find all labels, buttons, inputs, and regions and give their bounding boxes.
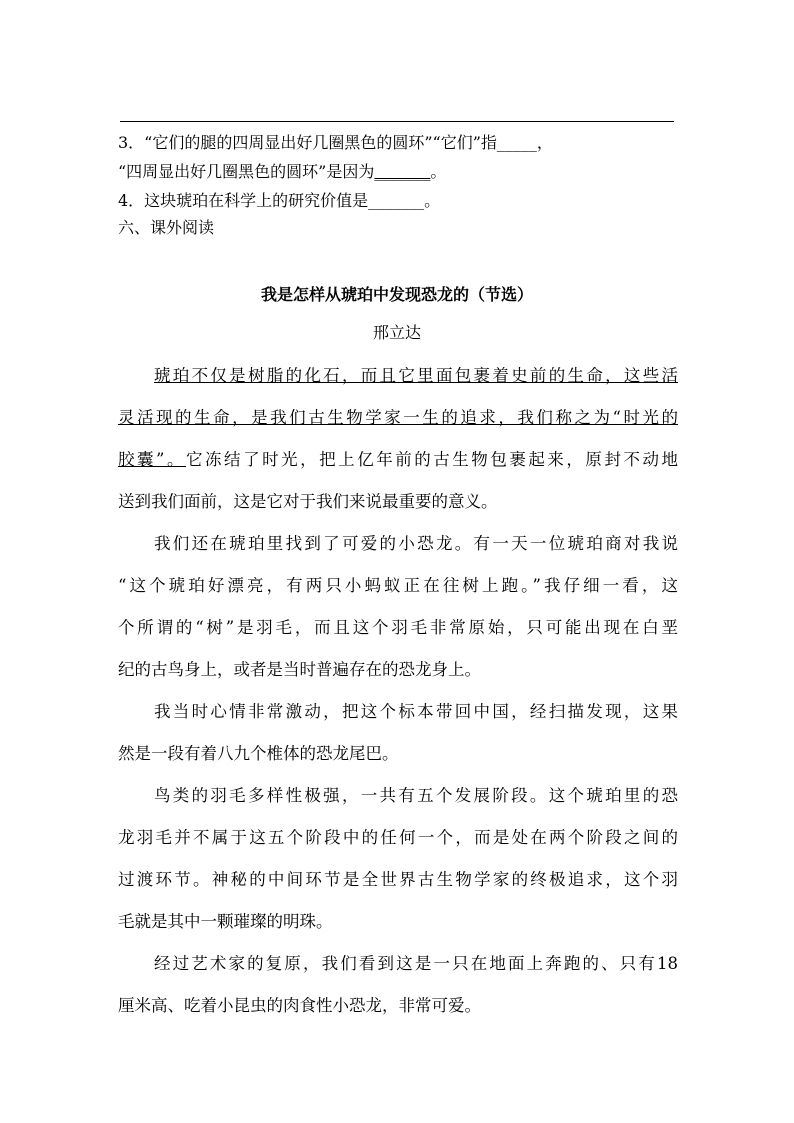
article-title: 我是怎样从琥珀中发现恐龙的（节选）	[260, 285, 533, 304]
question-3-line-2-text: “四周显出好几圈黑色的圆环”是因为	[118, 162, 375, 181]
question-4: 4．这块琥珀在科学上的研究价值是_______。	[118, 191, 441, 210]
paragraph-1-line-4: 送到我们面前，这是它对于我们来说最重要的意义。	[118, 492, 498, 511]
paragraph-1-line-3	[118, 448, 678, 472]
paragraph-1-line-2: 灵活现的生命，是我们古生物学家一生的追求，我们称之为“时光的	[118, 408, 678, 427]
question-3-line-1: 3．“它们的腿的四周显出好几圈黑色的圆环”“它们”指_____，	[118, 133, 553, 152]
top-divider	[120, 121, 674, 122]
paragraph-3-line-2: 然是一段有着八九个椎体的恐龙尾巴。	[118, 744, 399, 763]
paragraph-5-line-1: 经过艺术家的复原，我们看到这是一只在地面上奔跑的、只有18	[154, 954, 678, 973]
paragraph-4-line-3: 过渡环节。神秘的中间环节是全世界古生物学家的终极追求，这个羽	[118, 870, 678, 889]
answer-blank: _______	[374, 162, 431, 181]
question-3-line-2	[118, 162, 688, 182]
underlined-phrase: 胶囊”。	[118, 450, 187, 469]
question-3-line-2-end: 。	[430, 162, 447, 181]
section-heading: 六、课外阅读	[118, 218, 215, 237]
paragraph-2-line-1: 我们还在琥珀里找到了可爱的小恐龙。有一天一位琥珀商对我说	[154, 534, 678, 553]
paragraph-4-line-2: 龙羽毛并不属于这五个阶段中的任何一个，而是处在两个阶段之间的	[118, 828, 678, 847]
paragraph-2-line-3: 个所谓的“树”是羽毛，而且这个羽毛非常原始，只可能出现在白垩	[118, 618, 678, 637]
paragraph-2-line-4: 纪的古鸟身上，或者是当时普遍存在的恐龙身上。	[118, 660, 481, 679]
paragraph-1-line-1: 琥珀不仅是树脂的化石，而且它里面包裹着史前的生命，这些活	[154, 366, 678, 385]
paragraph-4-line-4: 毛就是其中一颗璀璨的明珠。	[118, 912, 333, 931]
paragraph-2-line-2: “这个琥珀好漂亮，有两只小蚂蚁正在往树上跑。”我仔细一看，这	[118, 576, 678, 595]
paragraph-5-line-2: 厘米高、吃着小昆虫的肉食性小恐龙，非常可爱。	[118, 996, 481, 1015]
paragraph-3-line-1: 我当时心情非常激动，把这个标本带回中国，经扫描发现，这果	[154, 702, 678, 721]
article-author: 邢立达	[372, 323, 421, 342]
paragraph-1-line-3-rest: 它冻结了时光，把上亿年前的古生物包裹起来，原封不动地	[186, 450, 679, 469]
paragraph-4-line-1: 鸟类的羽毛多样性极强，一共有五个发展阶段。这个琥珀里的恐	[154, 786, 678, 805]
